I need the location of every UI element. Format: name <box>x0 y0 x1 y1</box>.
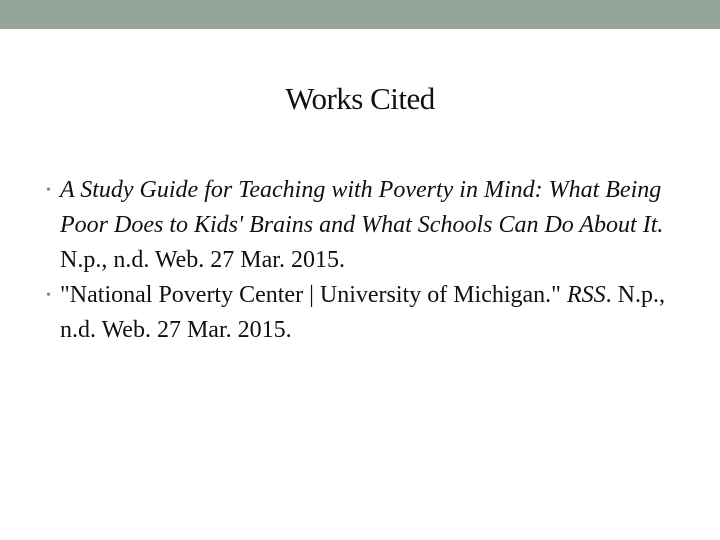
bullet-icon: • <box>46 183 51 198</box>
citation-item-2 <box>46 278 686 348</box>
citation-1-details: N.p., n.d. Web. 27 Mar. 2015. <box>60 247 345 273</box>
bullet-icon: • <box>46 288 51 303</box>
slide-title-text: Works Cited <box>285 81 435 116</box>
slide-title <box>0 80 720 118</box>
citation-2-source: RSS <box>566 282 606 308</box>
citation-2-title: "National Poverty Center | University of Michigan." <box>60 282 567 308</box>
top-accent-bar <box>0 0 720 29</box>
citation-item-1 <box>46 173 686 278</box>
citation-2-details: . N.p., n.d. Web. 27 Mar. 2015. <box>60 282 665 343</box>
citation-1-title: A Study Guide for Teaching with Poverty in Mind: What Being Poor Does to Kids' Brains and What Schools Can Do About It. <box>60 177 664 238</box>
citation-list <box>46 173 686 348</box>
